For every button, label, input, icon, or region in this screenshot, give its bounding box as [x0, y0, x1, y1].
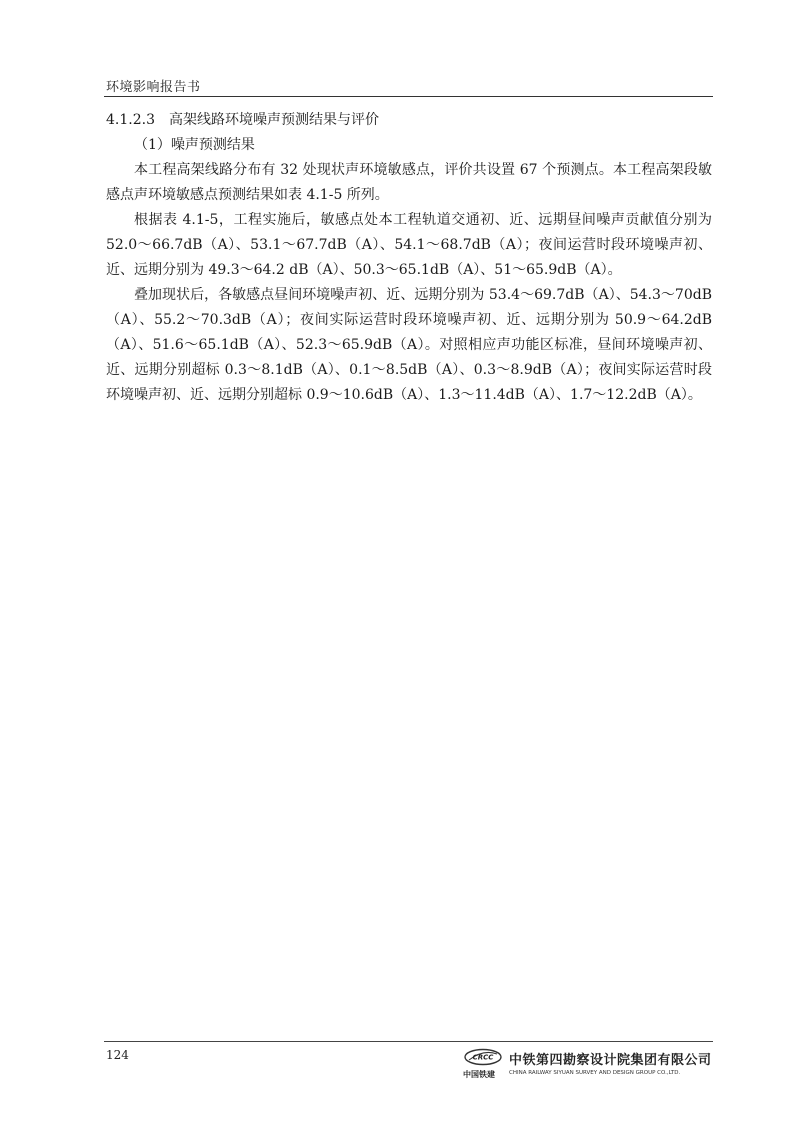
header-divider [104, 96, 713, 97]
company-logo [463, 1047, 713, 1083]
logo-text: CRCC [472, 1053, 494, 1062]
paragraph: 本工程高架线路分布有 32 处现状声环境敏感点，评价共设置 67 个预测点。本工程高架段敏感点声环境敏感点预测结果如表 4.1-5 所列。 [106, 162, 712, 203]
section-number: 4.1.2.3 [106, 112, 155, 128]
paragraph: 叠加现状后，各敏感点昼间环境噪声初、近、远期分别为 53.4～69.7dB（A）、54.3～70dB（A）、55.2～70.3dB（A）；夜间实际运营时段环境噪声初、近、远期分别为 50.9～64.2dB（A）、51.6～65.1dB（A）、52.3～65.9dB（A）。对照相应声功能区标准，昼间环境噪声初、近、远期分别超标 0.3～8.1dB（A）、0.1～8.5dB（A）、0.3～8.9dB（A）；夜间实际运营时段环境噪声初、近、远期分别超标 0.9～10.6dB（A）、1.3～11.4dB（A）、1.7～12.2dB（A）。 [106, 287, 712, 403]
footer-divider [104, 1041, 713, 1042]
company-name-en: CHINA RAILWAY SIYUAN SURVEY AND DESIGN GROUP CO.,LTD. [509, 1070, 681, 1076]
logo-subtext: 中国铁建 [463, 1070, 495, 1079]
section-title: 高架线路环境噪声预测结果与评价 [168, 112, 379, 128]
page-number: 124 [106, 1048, 129, 1062]
subsection-heading: （1）噪声预测结果 [134, 137, 255, 153]
crcc-logo-icon [463, 1047, 503, 1067]
document-body [106, 108, 712, 408]
document-header-title: 环境影响报告书 [106, 80, 201, 95]
section-heading [106, 108, 712, 133]
company-name-cn: 中铁第四勘察设计院集团有限公司 [509, 1053, 712, 1068]
paragraph: 根据表 4.1-5，工程实施后，敏感点处本工程轨道交通初、近、远期昼间噪声贡献值分别为 52.0～66.7dB（A）、53.1～67.7dB（A）、54.1～68.7dB（A）；夜间运营时段环境噪声初、近、远期分别为 49.3～64.2 dB（A）、50.3～65.1dB（A）、51～65.9dB（A）。 [106, 212, 712, 278]
